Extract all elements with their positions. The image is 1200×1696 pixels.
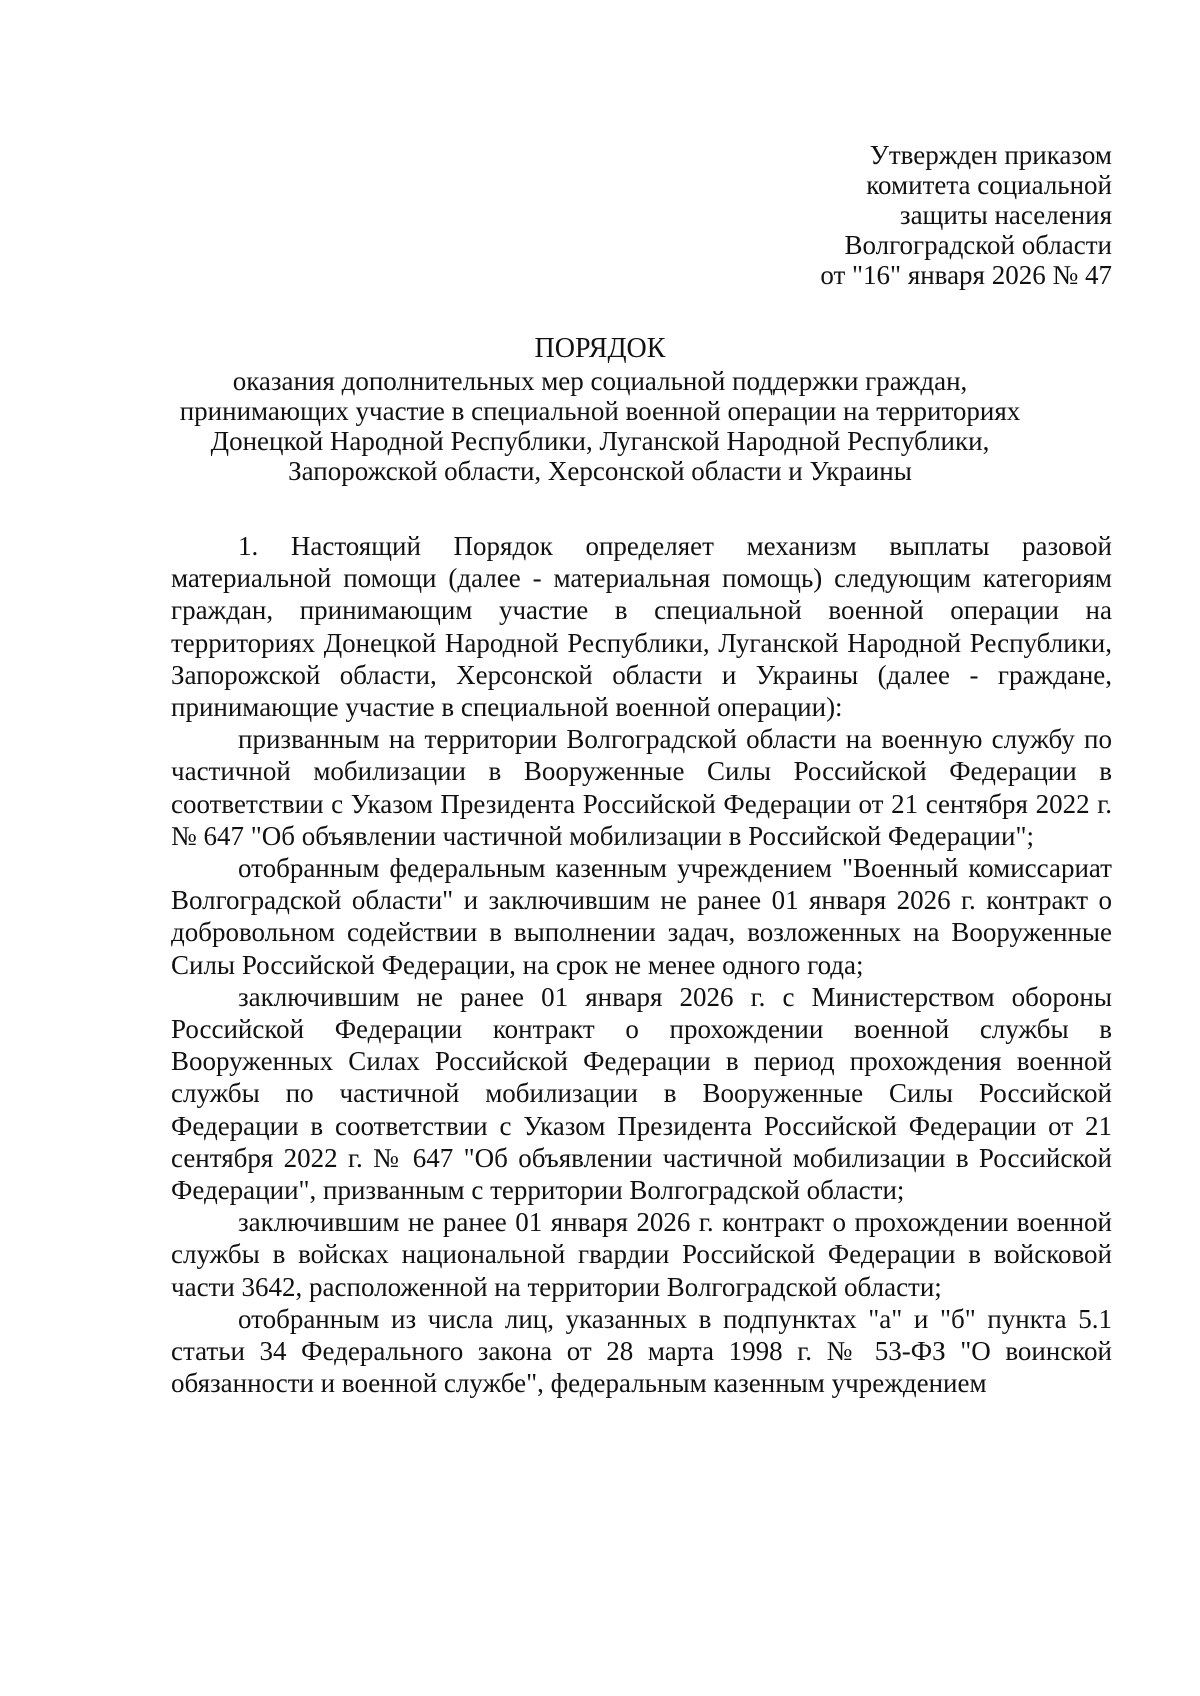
approval-line-5: от "16" января 2026 № 47 [820, 260, 1112, 290]
body-paragraph-4: заключившим не ранее 01 января 2026 г. с Министерством обороны Российской Федерации контракт о прохождении военной службы в Вооруженных Силах Российской Федерации в период прохождения военной службы по частичной мобилизации в Вооруженные Силы Российской Федерации в соответствии с Указом Президента Российской Федерации от 21 сентября 2022 г. № 647 "Об объявлении частичной мобилизации в Российской Федерации", призванным с территории Волгоградской области; [171, 981, 1112, 1206]
document-subtitle [150, 366, 1050, 486]
approval-line-2: комитета социальной [866, 170, 1112, 200]
body-paragraph-6: отобранным из числа лиц, указанных в подпунктах "а" и "б" пункта 5.1 статьи 34 Федерального закона от 28 марта 1998 г. № 53-ФЗ "О воинской обязанности и военной службе", федеральным казенным учреждением [171, 1303, 1112, 1399]
body-paragraph-1: 1. Настоящий Порядок определяет механизм выплаты разовой материальной помощи (далее - материальная помощь) следующим категориям граждан, принимающим участие в специальной военной операции на территориях Донецкой Народной Республики, Луганской Народной Республики, Запорожской области, Херсонской области и Украины (далее - граждане, принимающие участие в специальной военной операции): [171, 531, 1112, 723]
body-paragraph-3: отобранным федеральным казенным учреждением "Военный комиссариат Волгоградской области" и заключившим не ранее 01 января 2026 г. контракт о добровольном содействии в выполнении задач, возложенных на Вооруженные Силы Российской Федерации, на срок не менее одного года; [171, 853, 1112, 980]
body-paragraph-5: заключившим не ранее 01 января 2026 г. контракт о прохождении военной службы в войсках национальной гвардии Российской Федерации в войсковой части 3642, расположенной на территории Волгоградской области; [171, 1207, 1112, 1302]
body-paragraph-2: призванным на территории Волгоградской области на военную службу по частичной мобилизации в Вооруженные Силы Российской Федерации в соответствии с Указом Президента Российской Федерации от 21 сентября 2022 г. № 647 "Об объявлении частичной мобилизации в Российской Федерации"; [171, 724, 1112, 851]
approval-line-1: Утвержден приказом [869, 140, 1112, 170]
approval-line-3: защиты населения [899, 200, 1112, 230]
document-body [171, 530, 1112, 1399]
subtitle-line-4: Запорожской области, Херсонской области и Украины [288, 456, 912, 486]
document-heading [150, 334, 1050, 486]
subtitle-line-2: принимающих участие в специальной военной операции на территориях [179, 396, 1021, 426]
subtitle-line-1: оказания дополнительных мер социальной поддержки граждан, [232, 366, 968, 396]
approval-line-4: Волгоградской области [844, 230, 1112, 260]
approval-stamp [612, 140, 1112, 290]
document-title: ПОРЯДОК [534, 333, 666, 364]
subtitle-line-3: Донецкой Народной Республики, Луганской Народной Республики, [210, 426, 990, 456]
